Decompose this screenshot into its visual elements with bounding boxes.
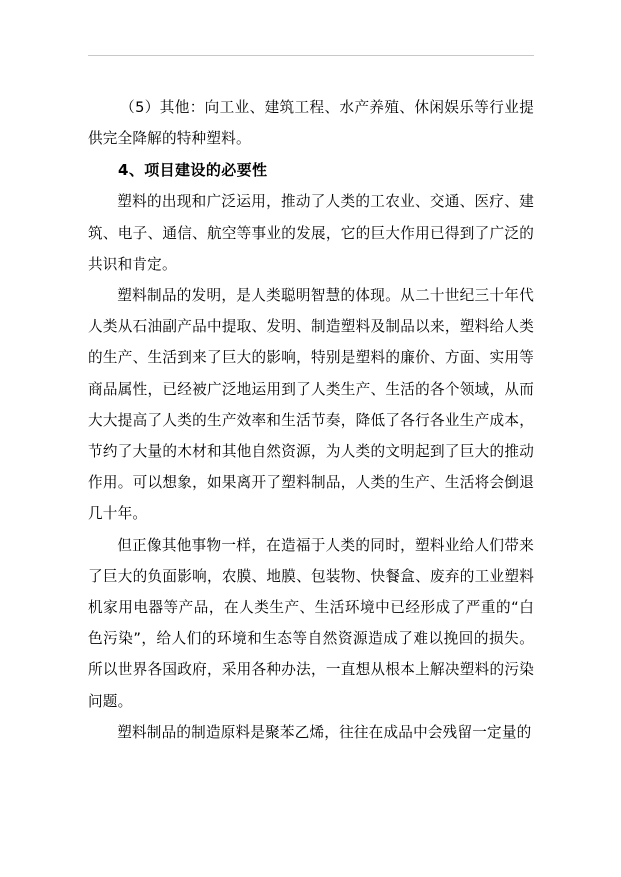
paragraph-plastics-role: 塑料的出现和广泛运用，推动了人类的工农业、交通、医疗、建筑、电子、通信、航空等事业的发展，它的巨大作用已得到了广泛的共识和肯定。: [88, 193, 534, 273]
section-heading: 4、项目建设的必要性: [118, 161, 268, 180]
paragraph-raw-material: 塑料制品的制造原料是聚苯乙烯，往往在成品中会残留一定量的: [117, 723, 532, 741]
paragraph-other-applications: （5）其他：向工业、建筑工程、水产养殖、休闲娱乐等行业提供完全降解的特种塑料。: [88, 99, 534, 148]
page-header-rule: [88, 55, 534, 56]
paragraph-plastics-invention: 塑料制品的发明，是人类聪明智慧的体现。从二十世纪三十年代人类从石油副产品中提取、发明、制造塑料及制品以来，塑料给人类的生产、生活到来了巨大的影响，特别是塑料的廉价、方面、实用等商品属性，已经被广泛地运用到了人类生产、生活的各个领域，从而大大提高了人类的生产效率和生活节奏，降低了各行各业生产成本，节约了大量的木材和其他自然资源，为人类的文明起到了巨大的推动作用。可以想象，如果离开了塑料制品，人类的生产、生活将会倒退几十年。: [88, 287, 534, 523]
document-body: [88, 92, 534, 748]
paragraph-white-pollution: 但正像其他事物一样，在造福于人类的同时，塑料业给人们带来了巨大的负面影响，农膜、地膜、包装物、快餐盒、废弃的工业塑料机家用电器等产品，在人类生产、生活环境中已经形成了严重的“白色污染”，给人们的环境和生态等自然资源造成了难以挽回的损失。所以世界各国政府，采用各种办法，一直想从根本上解决塑料的污染问题。: [88, 536, 534, 710]
